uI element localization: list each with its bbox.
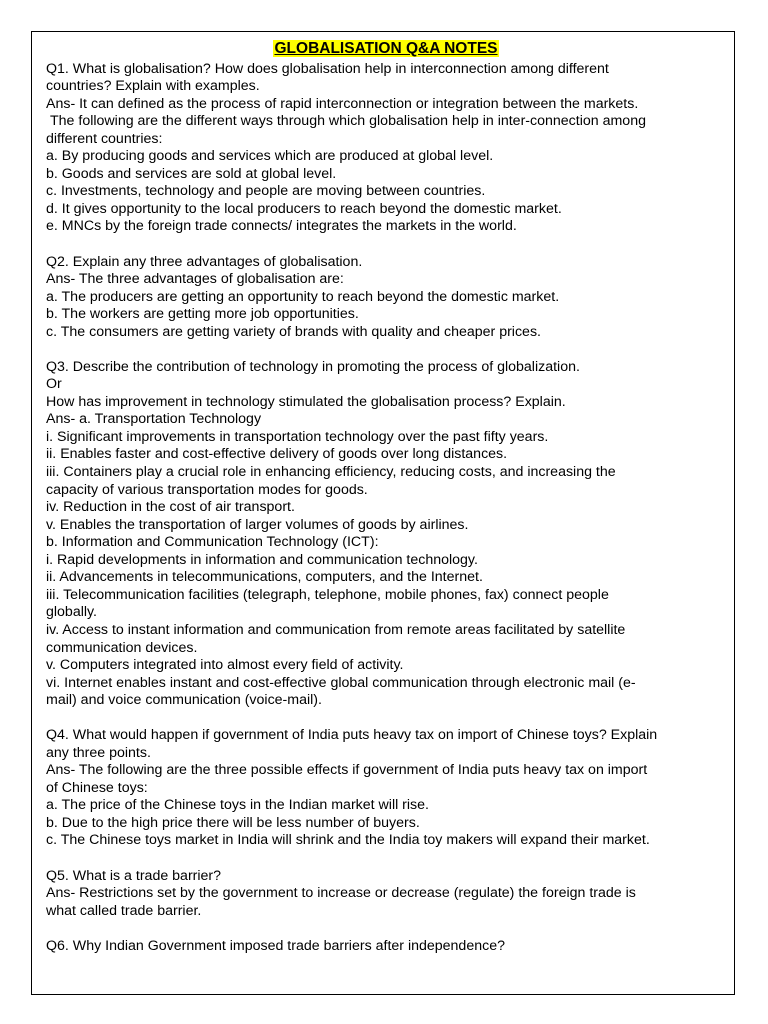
text-line: iv. Access to instant information and communication from remote areas facilitated by satellite	[46, 621, 626, 638]
text-line: Q2. Explain any three advantages of globalisation.	[46, 253, 363, 270]
qa-section-3	[46, 359, 726, 710]
text-line: Ans- Restrictions set by the government to increase or decrease (regulate) the foreign trade is	[46, 885, 636, 902]
text-line: c. Investments, technology and people are moving between countries.	[46, 183, 486, 200]
text-line: Q3. Describe the contribution of technology in promoting the process of globalization.	[46, 358, 580, 375]
qa-section-2	[46, 254, 726, 342]
text-line: b. Information and Communication Technology (ICT):	[46, 534, 379, 551]
text-line: Q4. What would happen if government of India puts heavy tax on import of Chinese toys? Explain	[46, 727, 658, 744]
qa-section-5	[46, 868, 726, 921]
text-line: v. Enables the transportation of larger volumes of goods by airlines.	[46, 516, 469, 533]
text-line: countries? Explain with examples.	[46, 78, 260, 95]
text-line: iii. Containers play a crucial role in enhancing efficiency, reducing costs, and increasing the	[46, 464, 616, 481]
text-line: ii. Advancements in telecommunications, computers, and the Internet.	[46, 569, 483, 586]
text-line: of Chinese toys:	[46, 779, 148, 796]
qa-sections	[46, 61, 726, 956]
text-line: b. Due to the high price there will be less number of buyers.	[46, 814, 420, 831]
qa-section-4	[46, 727, 726, 850]
text-line: i. Rapid developments in information and communication technology.	[46, 551, 478, 568]
text-line: How has improvement in technology stimulated the globalisation process? Explain.	[46, 393, 566, 410]
text-line: Or	[46, 376, 62, 393]
document-content	[46, 40, 726, 973]
text-line: i. Significant improvements in transportation technology over the past fifty years.	[46, 428, 549, 445]
text-line: globally.	[46, 604, 97, 621]
text-line: a. By producing goods and services which are produced at global level.	[46, 148, 494, 165]
text-line: vi. Internet enables instant and cost-effective global communication through electronic mail (e-	[46, 674, 636, 691]
text-line: Ans- It can defined as the process of rapid interconnection or integration between the markets.	[46, 95, 639, 112]
text-line: b. Goods and services are sold at global level.	[46, 165, 337, 182]
text-line: b. The workers are getting more job opportunities.	[46, 306, 359, 323]
text-line: a. The producers are getting an opportunity to reach beyond the domestic market.	[46, 288, 560, 305]
text-line: Q1. What is globalisation? How does globalisation help in interconnection among different	[46, 60, 609, 77]
text-line: communication devices.	[46, 639, 198, 656]
text-line: iii. Telecommunication facilities (telegraph, telephone, mobile phones, fax) connect people	[46, 586, 609, 603]
text-line: c. The consumers are getting variety of brands with quality and cheaper prices.	[46, 323, 541, 340]
text-line: The following are the different ways through which globalisation help in inter-connection among	[50, 113, 646, 130]
page-title: GLOBALISATION Q&A NOTES	[274, 40, 498, 57]
text-line: iv. Reduction in the cost of air transport.	[46, 499, 295, 516]
text-line: ii. Enables faster and cost-effective delivery of goods over long distances.	[46, 446, 508, 463]
text-line: v. Computers integrated into almost every field of activity.	[46, 657, 404, 674]
title-wrap	[46, 40, 726, 59]
text-line: capacity of various transportation modes for goods.	[46, 481, 368, 498]
text-line: what called trade barrier.	[46, 902, 202, 919]
text-line: Ans- a. Transportation Technology	[46, 411, 262, 428]
text-line: mail) and voice communication (voice-mail).	[46, 692, 322, 709]
text-line: d. It gives opportunity to the local producers to reach beyond the domestic market.	[46, 200, 562, 217]
text-line: any three points.	[46, 744, 151, 761]
qa-section-1	[46, 61, 726, 236]
text-line: c. The Chinese toys market in India will shrink and the India toy makers will expand their market.	[46, 832, 650, 849]
text-line: Q5. What is a trade barrier?	[46, 867, 222, 884]
text-line: Ans- The three advantages of globalisation are:	[46, 271, 344, 288]
text-line: Ans- The following are the three possible effects if government of India puts heavy tax on import	[46, 762, 648, 779]
text-line: Q6. Why Indian Government imposed trade barriers after independence?	[46, 937, 505, 954]
qa-section-6	[46, 938, 726, 956]
text-line: e. MNCs by the foreign trade connects/ integrates the markets in the world.	[46, 218, 517, 235]
text-line: a. The price of the Chinese toys in the Indian market will rise.	[46, 797, 429, 814]
text-line: different countries:	[46, 130, 163, 147]
